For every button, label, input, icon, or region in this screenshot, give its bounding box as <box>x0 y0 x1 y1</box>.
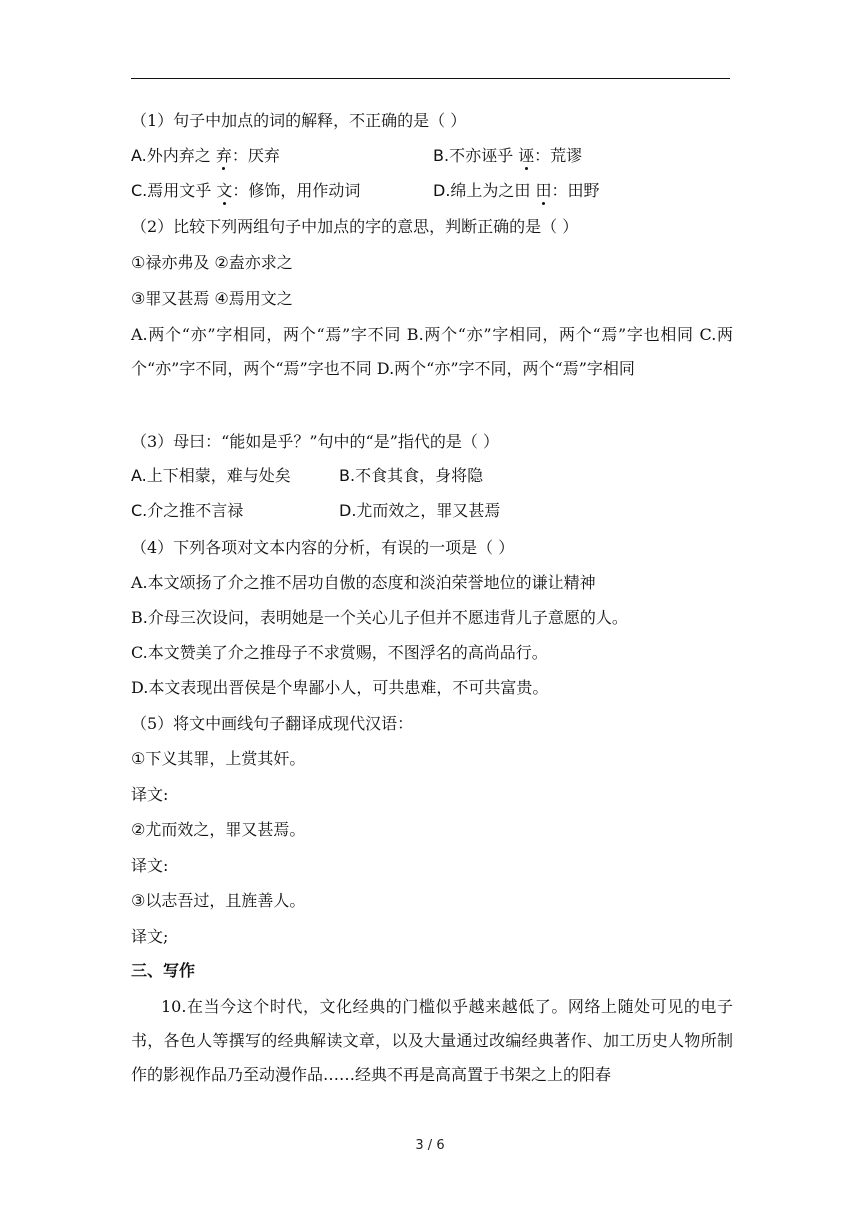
q4-option-d: D.本文表现出晋侯是个卑鄙小人，可共患难，不可共富贵。 <box>131 678 549 697</box>
q5-sentence-1: ①下义其罪，上赏其奸。 <box>131 749 306 768</box>
q3-option-a: A.上下相蒙，难与处矣 <box>131 466 291 485</box>
q4-option-a: A.本文颂扬了介之推不居功自傲的态度和淡泊荣誉地位的谦让精神 <box>131 573 596 592</box>
q5-translation-label-3: 译文; <box>131 927 169 946</box>
q2-pair-2: ③罪又甚焉 ④焉用文之 <box>131 289 293 308</box>
q3-option-d: D.尤而效之，罪又甚焉 <box>339 501 501 520</box>
q1-prompt: （1）句子中加点的词的解释，不正确的是（ ） <box>131 111 467 130</box>
q4-prompt: （4）下列各项对文本内容的分析，有误的一项是（ ） <box>131 538 515 557</box>
q5-translation-label-1: 译文: <box>131 785 169 804</box>
q5-translation-label-2: 译文: <box>131 856 169 875</box>
q2-pair-1: ①禄亦弗及 ②盍亦求之 <box>131 253 293 272</box>
q3-prompt: （3）母曰：“能如是乎？”句中的“是”指代的是（ ） <box>131 432 499 451</box>
section-heading: 三、写作 <box>131 961 196 980</box>
q5-prompt: （5）将文中画线句子翻译成现代汉语： <box>131 714 414 733</box>
q1-option-d: D.绵上为之田 田：田野 <box>433 181 600 200</box>
q4-option-c: C.本文赞美了介之推母子不求赏赐，不图浮名的高尚品行。 <box>131 643 548 662</box>
q4-option-b: B.介母三次设问，表明她是一个关心儿子但并不愿违背儿子意愿的人。 <box>131 608 628 627</box>
q1-option-c: C.焉用文乎 文：修饰，用作动词 <box>131 181 361 200</box>
q3-option-c: C.介之推不言禄 <box>131 501 244 520</box>
q2-prompt: （2）比较下列两组句子中加点的字的意思，判断正确的是（ ） <box>131 217 579 236</box>
q5-sentence-3: ③以志吾过，且旌善人。 <box>131 891 306 910</box>
q3-option-b: B.不食其食，身将隐 <box>339 466 484 485</box>
writing-prompt-paragraph: 10.在当今这个时代，文化经典的门槛似乎越来越低了。网络上随处可见的电子书，各色人等撰写的经典解读文章，以及大量通过改编经典著作、加工历史人物所制作的影视作品乃至动漫作品……经典不再是高高置于书架之上的阳春 <box>131 997 733 1084</box>
header-rule <box>131 78 730 79</box>
q2-answer-options: A.两个“亦”字相同，两个“焉”字不同 B.两个“亦”字相同，两个“焉”字也相同 C.两个“亦”字不同，两个“焉”字也不同 D.两个“亦”字不同，两个“焉”字相同 <box>131 325 733 378</box>
page-number: 3 / 6 <box>415 1138 445 1153</box>
q5-sentence-2: ②尤而效之，罪又甚焉。 <box>131 820 306 839</box>
q1-option-a: A.外内弃之 弃：厌弃 <box>131 146 280 165</box>
q1-option-b: B.不亦诬乎 诬：荒谬 <box>433 146 583 165</box>
